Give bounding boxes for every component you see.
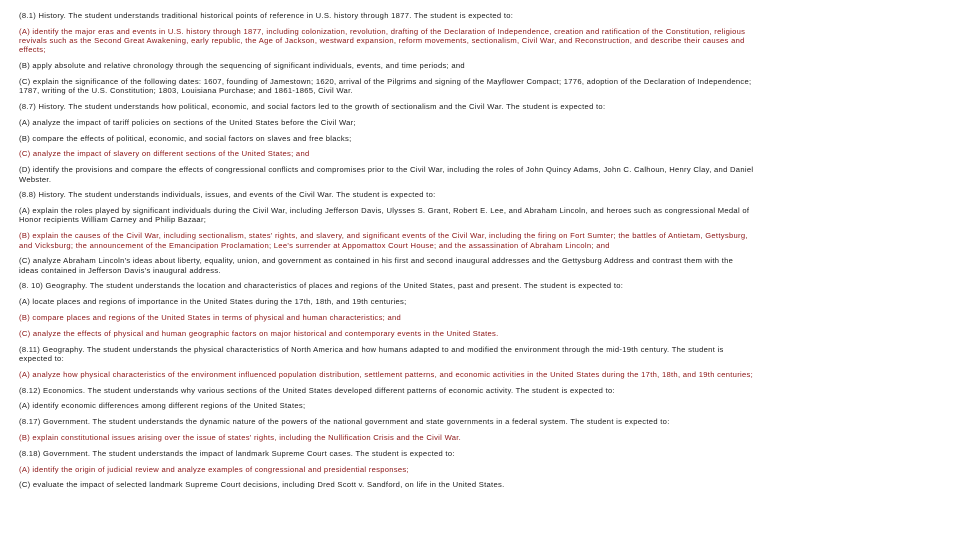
standard-line: (8.1) History. The student understands traditional historical points of reference in U.S. history through 1877. The student is expected to:	[19, 11, 514, 20]
standard-line: (D) identify the provisions and compare the effects of congressional conflicts and compromises prior to the Civil War, including the roles of John Quincy Adams, John C. Calhoun, Henry Clay, and Daniel Webster.	[19, 165, 754, 184]
standard-line: (A) analyze the impact of tariff policies on sections of the United States before the Civil War;	[19, 117, 356, 127]
standard-line: (C) evaluate the impact of selected landmark Supreme Court decisions, including Dred Scott v. Sandford, on life in the United States.	[19, 480, 505, 490]
standard-line: (A) identify the major eras and events in U.S. history through 1877, including colonization, revolution, drafting of the Declaration of Independence, creation and ratification of the Constitution, religious revivals such as the Second Great Awakening, early republic, the Age of Jackson, westward expansion, reform movements, sectionalism, Civil War, and Reconstruction, and describe their causes and effects;	[19, 26, 746, 55]
standard-line: (A) identify the origin of judicial review and analyze examples of congressional and presidential responses;	[19, 464, 409, 474]
standard-line: (B) explain constitutional issues arising over the issue of states' rights, including the Nullification Crisis and the Civil War.	[19, 432, 462, 442]
standard-line: (A) explain the roles played by significant individuals during the Civil War, including Jefferson Davis, Ulysses S. Grant, Robert E. Lee, and Abraham Lincoln, and heroes such as congressional Medal of Honor recipients William Carney and Philip Bazaar;	[19, 206, 750, 225]
standard-line: (B) explain the causes of the Civil War, including sectionalism, states' rights, and slavery, and significant events of the Civil War, including the firing on Fort Sumter; the battles of Antietam, Gettysburg, and Vicksburg; the announcement of the Emancipation Proclamation; Lee's surrender at Appomattox Court House; and the assassination of Abraham Lincoln; and	[19, 231, 748, 250]
standard-line: (B) compare places and regions of the United States in terms of physical and human characteristics; and	[19, 313, 402, 323]
standard-line: (A) locate places and regions of importance in the United States during the 17th, 18th, and 19th centuries;	[19, 297, 407, 307]
standard-line: (B) apply absolute and relative chronology through the sequencing of significant individuals, events, and time periods; and	[19, 61, 465, 71]
standard-line: (8.11) Geography. The student understands the physical characteristics of North America and how humans adapted to and modified the environment through the mid-19th century. The student is expected to:	[19, 344, 724, 363]
standard-line: (C) analyze the effects of physical and human geographic factors on major historical and contemporary events in the United States.	[19, 328, 499, 338]
standard-line: (8.8) History. The student understands individuals, issues, and events of the Civil War. The student is expected to:	[19, 190, 436, 200]
standard-line: (A) identify economic differences among different regions of the United States;	[19, 401, 306, 411]
standard-line: (8.17) Government. The student understands the dynamic nature of the powers of the national government and state governments in a federal system. The student is expected to:	[19, 417, 670, 427]
standard-line: (B) compare the effects of political, economic, and social factors on slaves and free blacks;	[19, 133, 352, 143]
standards-document	[19, 11, 754, 496]
standard-line: (8. 10) Geography. The student understands the location and characteristics of places and regions of the United States, past and present. The student is expected to:	[19, 281, 624, 291]
standard-line: (C) explain the significance of the following dates: 1607, founding of Jamestown; 1620, arrival of the Pilgrims and signing of the Mayflower Compact; 1776, adoption of the Declaration of Independence; 1787, writing of the U.S. Constitution; 1803, Louisiana Purchase; and 1861-1865, Civil War.	[19, 76, 752, 96]
standard-line: (C) analyze the impact of slavery on different sections of the United States; and	[19, 149, 310, 159]
standard-line: (8.7) History. The student understands how political, economic, and social factors led to the growth of sectionalism and the Civil War. The student is expected to:	[19, 102, 606, 112]
standard-line: (8.12) Economics. The student understands why various sections of the United States developed different patterns of economic activity. The student is expected to:	[19, 385, 615, 395]
standard-line: (C) analyze Abraham Lincoln's ideas about liberty, equality, union, and government as contained in his first and second inaugural addresses and the Gettysburg Address and contrast them with the ideas contained in Jefferson Davis's inaugural address.	[19, 256, 734, 275]
standard-line: (A) analyze how physical characteristics of the environment influenced population distribution, settlement patterns, and economic activities in the United States during the 17th, 18th, and 19th centuries;	[19, 369, 754, 379]
standard-line: (8.18) Government. The student understands the impact of landmark Supreme Court cases. The student is expected to:	[19, 448, 455, 458]
